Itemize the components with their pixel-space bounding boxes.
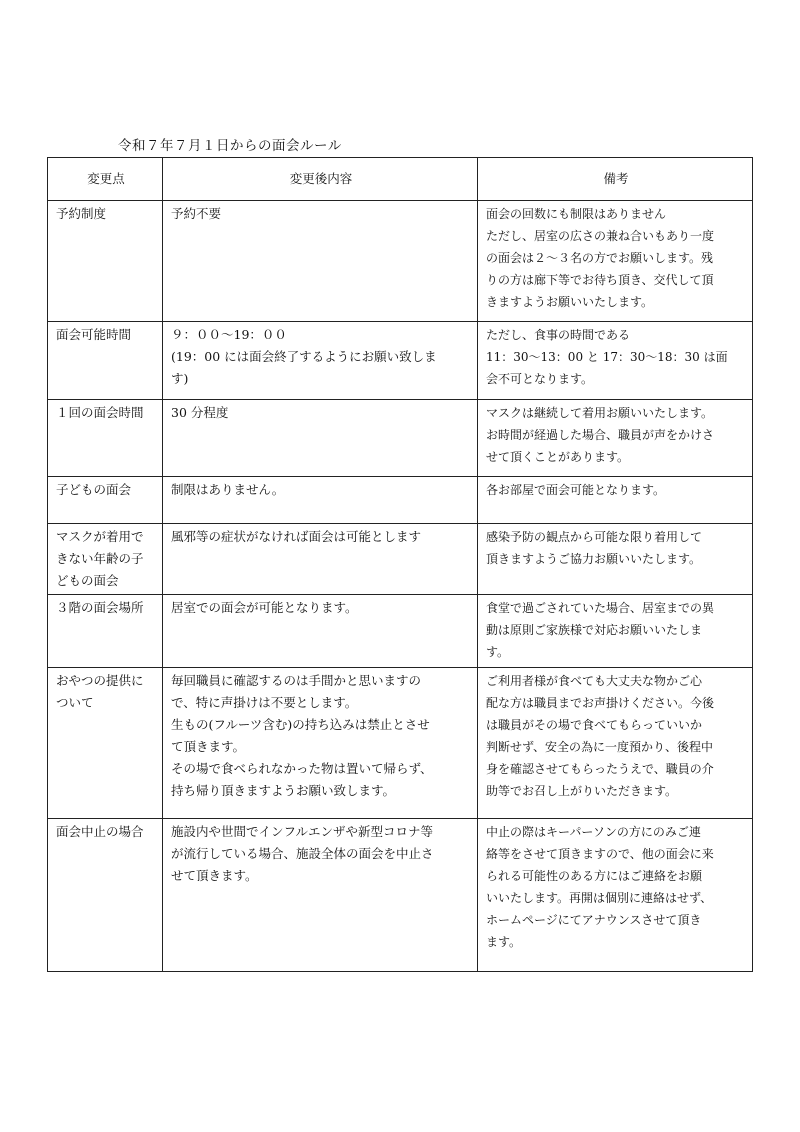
content-line: て頂きます。 xyxy=(171,739,246,754)
row-content-cell xyxy=(163,322,478,400)
point-line: 面会可能時間 xyxy=(56,327,132,342)
remarks-line: 判断せず、安全の為に一度預かり、後程中 xyxy=(486,740,714,754)
table-row xyxy=(48,400,753,477)
row-content-cell xyxy=(163,819,478,972)
remarks-line: 中止の際はキーパーソンの方にのみご連 xyxy=(486,825,701,839)
remarks-line: マスクは継続して着用お願いいたします。 xyxy=(486,406,714,420)
content-line: 生もの(フルーツ含む)の持ち込みは禁止とさせ xyxy=(171,717,430,732)
point-line: 予約制度 xyxy=(56,206,107,221)
remarks-line: 会不可となります。 xyxy=(486,372,594,386)
table-row xyxy=(48,595,753,668)
content-line: で、特に声掛けは不要とします。 xyxy=(171,695,358,710)
table-row xyxy=(48,524,753,595)
header-new-content: 変更後内容 xyxy=(163,158,478,201)
row-remarks-cell xyxy=(478,201,753,322)
row-remarks-cell xyxy=(478,595,753,668)
remarks-line: られる可能性のある方にはご連絡をお願 xyxy=(486,869,703,883)
remarks-line: 11：30〜13：00 と 17：30〜18：30 は面 xyxy=(486,350,728,364)
point-line: ３階の面会場所 xyxy=(56,600,144,615)
row-point-cell xyxy=(48,322,163,400)
remarks-line: ホームページにてアナウンスさせて頂き xyxy=(486,913,702,927)
row-remarks-cell xyxy=(478,477,753,524)
row-content-cell xyxy=(163,524,478,595)
remarks-line: ただし、居室の広さの兼ね合いもあり一度 xyxy=(486,229,715,243)
content-line: 居室での面会が可能となります。 xyxy=(171,600,358,615)
remarks-line: 各お部屋で面会可能となります。 xyxy=(486,483,666,497)
row-point-cell xyxy=(48,477,163,524)
content-line: 30 分程度 xyxy=(171,405,229,420)
content-line: その場で食べられなかった物は置いて帰らず、 xyxy=(171,761,433,776)
row-content-cell xyxy=(163,400,478,477)
row-point-cell xyxy=(48,201,163,322)
remarks-line: ます。 xyxy=(486,935,522,949)
rules-table xyxy=(47,157,753,972)
table-row xyxy=(48,477,753,524)
row-content-cell xyxy=(163,668,478,819)
row-remarks-cell xyxy=(478,819,753,972)
remarks-line: りの方は廊下等でお待ち頂き、交代して頂 xyxy=(486,273,714,287)
point-line: どもの面会 xyxy=(56,573,119,588)
remarks-line: きますようお願いいたします。 xyxy=(486,295,654,309)
row-content-cell xyxy=(163,201,478,322)
header-row xyxy=(48,158,753,201)
table-row xyxy=(48,819,753,972)
remarks-line: せて頂くことがあります。 xyxy=(486,450,630,464)
table-row xyxy=(48,322,753,400)
content-line: 予約不要 xyxy=(171,206,222,221)
remarks-line: 面会の回数にも制限はありません xyxy=(486,207,667,221)
remarks-line: 身を確認させてもらったうえで、職員の介 xyxy=(486,762,714,776)
row-point-cell xyxy=(48,668,163,819)
remarks-line: 食堂で過ごされていた場合、居室までの異 xyxy=(486,601,715,615)
remarks-line: 助等でお召し上がりいただきます。 xyxy=(486,784,678,798)
point-line: ついて xyxy=(56,695,94,710)
content-line: 毎回職員に確認するのは手間かと思いますの xyxy=(171,673,422,688)
remarks-line: ただし、食事の時間である xyxy=(486,328,631,342)
point-line: １回の面会時間 xyxy=(56,405,144,420)
remarks-line: す。 xyxy=(486,645,510,659)
content-line: 風邪等の症状がなければ面会は可能とします xyxy=(171,529,422,544)
point-line: 子どもの面会 xyxy=(56,482,132,497)
content-line: が流行している場合、施設全体の面会を中止さ xyxy=(171,846,434,861)
header-change-point: 変更点 xyxy=(48,158,163,201)
content-line: す) xyxy=(171,371,189,386)
table-row xyxy=(48,201,753,322)
remarks-line: 動は原則ご家族様で対応お願いいたしま xyxy=(486,623,703,637)
header-remarks: 備考 xyxy=(478,158,753,201)
point-line: おやつの提供に xyxy=(56,673,144,688)
content-line: せて頂きます。 xyxy=(171,868,258,883)
content-line: (19：00 には面会終了するようにお願い致しま xyxy=(171,349,437,364)
point-line: 面会中止の場合 xyxy=(56,824,144,839)
row-remarks-cell xyxy=(478,322,753,400)
row-point-cell xyxy=(48,524,163,595)
content-line: 持ち帰り頂きますようお願い致します。 xyxy=(171,783,396,798)
remarks-line: いいたします。再開は個別に連絡はせず、 xyxy=(486,891,713,905)
remarks-line: の面会は２〜３名の方でお願いします。残 xyxy=(486,251,714,265)
content-line: 施設内や世間でインフルエンザや新型コロナ等 xyxy=(171,824,434,839)
row-remarks-cell xyxy=(478,524,753,595)
row-point-cell xyxy=(48,400,163,477)
row-point-cell xyxy=(48,595,163,668)
remarks-line: 絡等をさせて頂きますので、他の面会に来 xyxy=(486,847,714,861)
remarks-line: は職員がその場で食べてもらっていいか xyxy=(486,718,703,732)
row-content-cell xyxy=(163,595,478,668)
row-remarks-cell xyxy=(478,668,753,819)
row-remarks-cell xyxy=(478,400,753,477)
page-title: 令和７年７月１日からの面会ルール xyxy=(118,138,342,154)
row-point-cell xyxy=(48,819,163,972)
point-line: マスクが着用で xyxy=(56,529,144,544)
remarks-line: 感染予防の観点から可能な限り着用して xyxy=(486,530,703,544)
remarks-line: ご利用者様が食べても大丈夫な物かご心 xyxy=(486,674,703,688)
remarks-line: 配な方は職員までお声掛けください。今後 xyxy=(486,696,715,710)
content-line: ９：００〜19：００ xyxy=(171,327,287,342)
remarks-line: 頂きますようご協力お願いいたします。 xyxy=(486,552,702,566)
remarks-line: お時間が経過した場合、職員が声をかけさ xyxy=(486,428,715,442)
row-content-cell xyxy=(163,477,478,524)
point-line: きない年齢の子 xyxy=(56,551,144,566)
table-row xyxy=(48,668,753,819)
content-line: 制限はありません。 xyxy=(171,482,285,497)
